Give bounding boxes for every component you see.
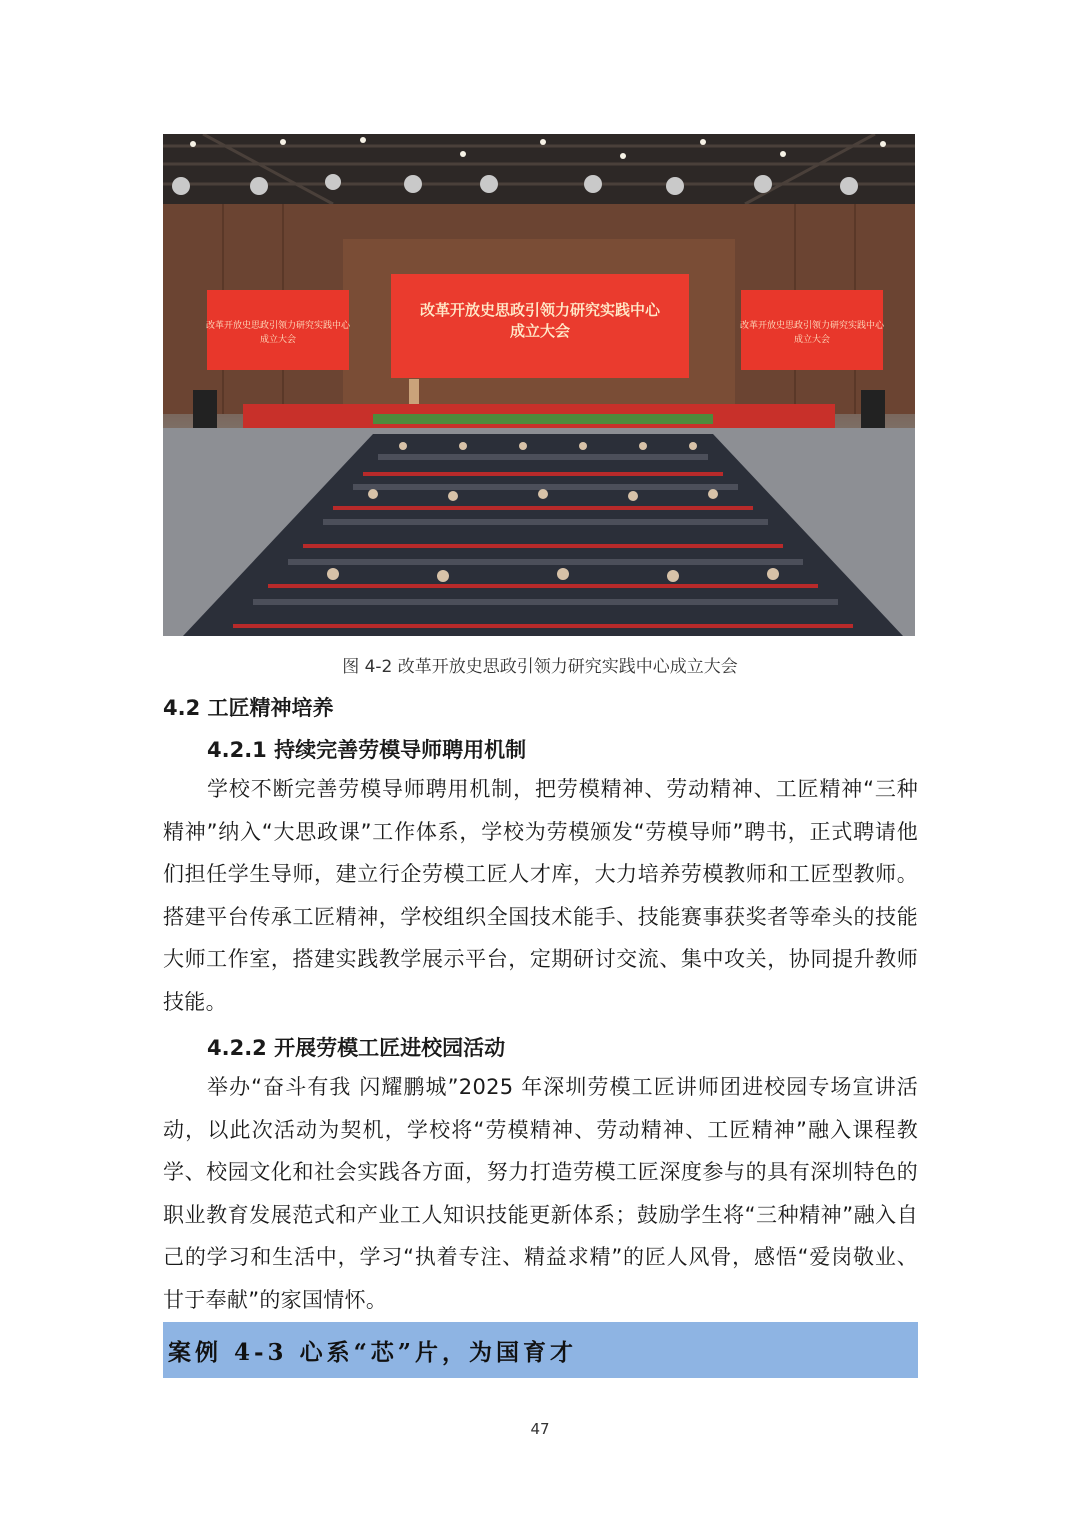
conference-hall-illustration xyxy=(163,134,915,636)
figure-caption: 图 4-2 改革开放史思政引领力研究实践中心成立大会 xyxy=(342,657,738,677)
podium xyxy=(409,379,419,404)
right-screen-title: 改革开放史思政引领力研究实践中心 xyxy=(739,321,885,331)
page-number: 47 xyxy=(530,1420,550,1438)
paragraph-1: 学校不断完善劳模导师聘用机制，把劳模精神、劳动精神、工匠精神“三种精神”纳入“大思政课”工作体系，学校为劳模颁发“劳模导师”聘书，正式聘请他们担任学生导师，建立行企劳模工匠人才库，大力培养劳模教师和工匠型教师。搭建平台传承工匠精神，学校组织全国技术能手、技能赛事获奖者等牵头的技能大师工作室，搭建实践教学展示平台，定期研讨交流、集中攻关，协同提升教师技能。 xyxy=(163,777,918,1014)
case-title: 案例 4-3 心系“芯”片，为国育才 xyxy=(168,1339,578,1366)
paragraph-2: 举办“奋斗有我 闪耀鹏城”2025 年深圳劳模工匠讲师团进校园专场宣讲活动，以此次活动为契机，学校将“劳模精神、劳动精神、工匠精神”融入课程教学、校园文化和社会实践各方面，努力打造劳模工匠深度参与的具有深圳特色的职业教育发展范式和产业工人知识技能更新体系；鼓励学生将“三种精神”融入自己的学习和生活中，学习“执着专注、精益求精”的匠人风骨，感悟“爱岗敬业、甘于奉献”的家国情怀。 xyxy=(163,1075,918,1312)
center-screen-title: 改革开放史思政引领力研究实践中心 xyxy=(419,301,661,319)
section-heading: 4.2 工匠精神培养 xyxy=(163,696,334,720)
subsection-heading-2: 4.2.2 开展劳模工匠进校园活动 xyxy=(207,1036,506,1060)
left-screen-subtitle: 成立大会 xyxy=(259,335,297,345)
subsection-heading-1: 4.2.1 持续完善劳模导师聘用机制 xyxy=(207,738,527,762)
case-banner xyxy=(163,1322,918,1378)
right-screen-subtitle: 成立大会 xyxy=(793,335,831,345)
center-screen-subtitle: 成立大会 xyxy=(509,322,571,340)
conference-photo xyxy=(163,134,915,636)
left-screen-title: 改革开放史思政引领力研究实践中心 xyxy=(205,321,351,331)
